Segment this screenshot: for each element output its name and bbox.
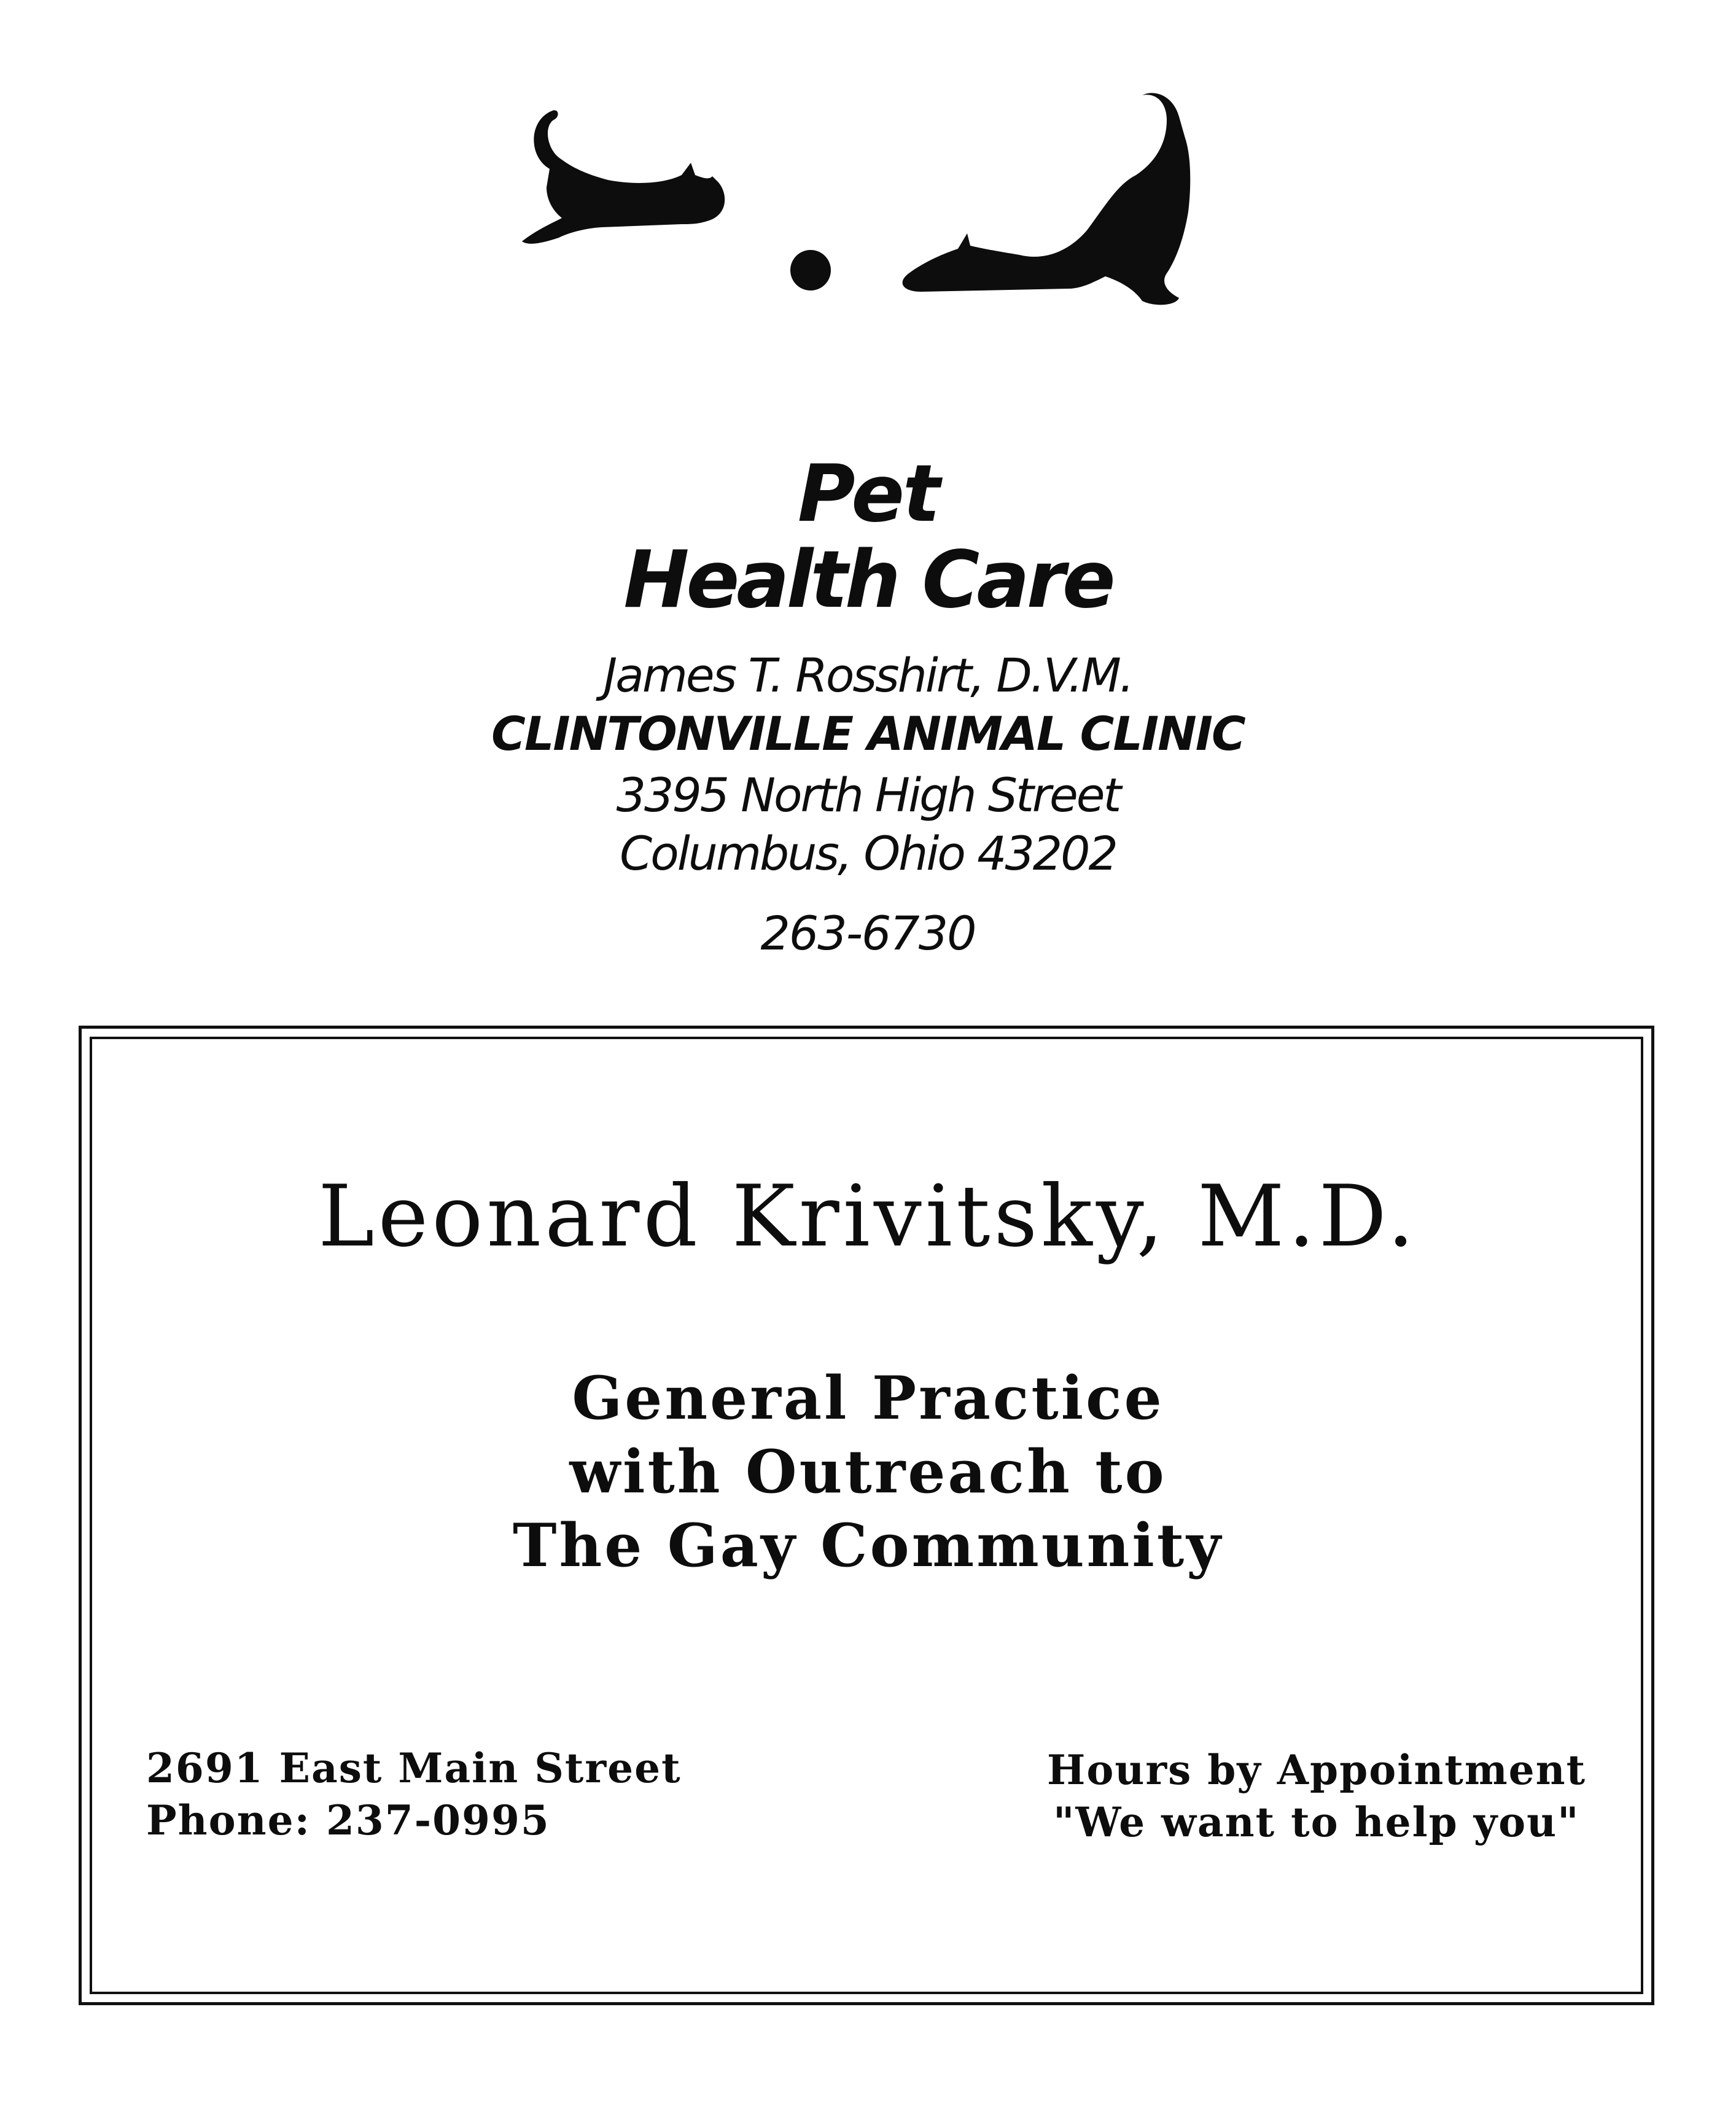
pet-city-address: Columbus, Ohio 43202 [620,826,1116,881]
pet-doctor-name: James T. Rosshirt, D.V.M. [603,648,1133,703]
pet-phone-number: 263-6730 [760,906,976,961]
card-address: 2691 East Main Street [146,1744,682,1792]
card-hours: Hours by Appointment [1047,1746,1587,1794]
tagline-line3: The Gay Community [513,1511,1223,1580]
pet-street-address: 3395 North High Street [616,768,1120,822]
pet-title-line1: Pet [797,448,939,540]
card-phone: Phone: 237-0995 [146,1796,550,1844]
tagline-line2: with Outreach to [569,1437,1167,1507]
doctor-name: Leonard Krivitsky, M.D. [317,1167,1419,1266]
pet-clinic-name: CLINTONVILLE ANIMAL CLINIC [491,706,1245,761]
pet-title-line2: Health Care [623,534,1113,626]
kitten-silhouette [522,111,725,244]
tagline-line1: General Practice [572,1363,1164,1433]
ball [790,250,831,290]
dog-silhouette [903,93,1191,305]
card-motto: "We want to help you" [1053,1798,1580,1846]
cat-ball-dog-illustration [516,71,1253,329]
